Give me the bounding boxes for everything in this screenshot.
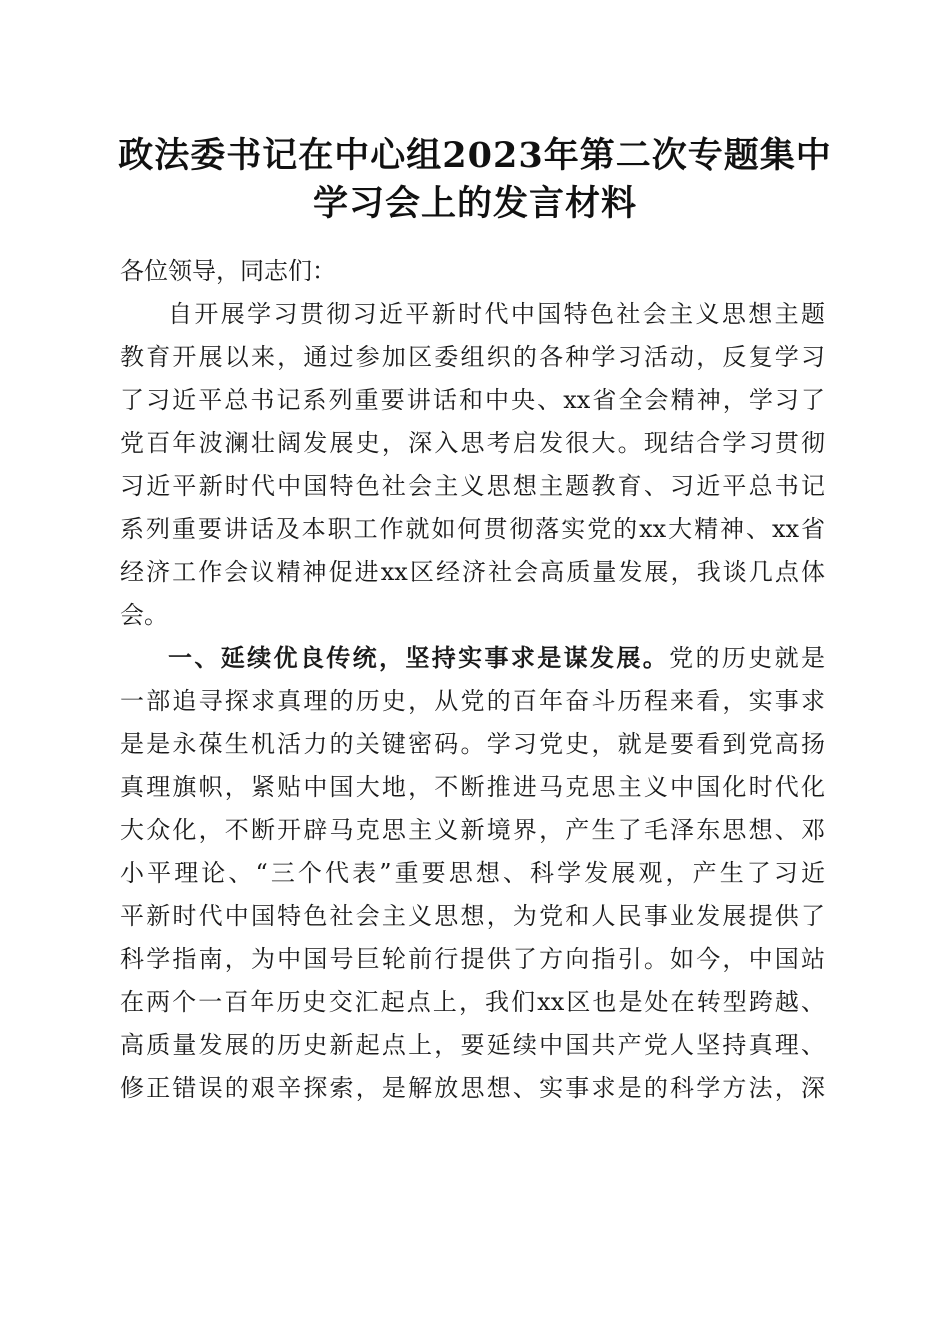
section-1-first-tail: 党的历史就是 <box>669 644 825 672</box>
section-1-heading: 一、延续优良传统，坚持实事求是谋发展。 <box>168 644 670 672</box>
paragraph-line: 党百年波澜壮阔发展史，深入思考启发很大。现结合学习贯彻 <box>120 429 825 457</box>
paragraph-line <box>120 637 825 680</box>
paragraph-line: 系列重要讲话及本职工作就如何贯彻落实党的xx大精神、xx省 <box>120 515 825 543</box>
paragraph-line: 自开展学习贯彻习近平新时代中国特色社会主义思想主题 <box>168 300 825 328</box>
paragraph-line: 小平理论、“三个代表”重要思想、科学发展观，产生了习近 <box>120 859 825 887</box>
paragraph-line: 真理旗帜，紧贴中国大地，不断推进马克思主义中国化时代化 <box>120 773 825 801</box>
paragraph-line: 一部追寻探求真理的历史，从党的百年奋斗历程来看，实事求 <box>120 687 825 715</box>
paragraph-line: 大众化，不断开辟马克思主义新境界，产生了毛泽东思想、邓 <box>120 816 825 844</box>
paragraph-line: 会。 <box>120 601 168 629</box>
paragraph-line: 在两个一百年历史交汇起点上，我们xx区也是处在转型跨越、 <box>120 988 825 1016</box>
paragraph-line: 教育开展以来，通过参加区委组织的各种学习活动，反复学习 <box>120 343 825 371</box>
paragraph-line: 习近平新时代中国特色社会主义思想主题教育、习近平总书记 <box>120 472 825 500</box>
paragraph-line: 修正错误的艰辛探索，是解放思想、实事求是的科学方法，深 <box>120 1074 825 1102</box>
paragraph-line: 高质量发展的历史新起点上，要延续中国共产党人坚持真理、 <box>120 1031 825 1059</box>
document-title <box>110 132 840 228</box>
title-line: 政法委书记在中心组2023年第二次专题集中 <box>118 135 832 176</box>
intro-paragraph <box>120 293 825 637</box>
salutation: 各位领导，同志们： <box>120 257 336 285</box>
paragraph-line: 经济工作会议精神促进xx区经济社会高质量发展，我谈几点体 <box>120 558 825 586</box>
document-body <box>120 250 825 1110</box>
paragraph-line: 是是永葆生机活力的关键密码。学习党史，就是要看到党高扬 <box>120 730 825 758</box>
paragraph-line: 平新时代中国特色社会主义思想，为党和人民事业发展提供了 <box>120 902 825 930</box>
paragraph-line: 科学指南，为中国号巨轮前行提供了方向指引。如今，中国站 <box>120 945 825 973</box>
section-1-paragraph <box>120 637 825 1110</box>
paragraph-line: 了习近平总书记系列重要讲话和中央、xx省全会精神，学习了 <box>120 386 825 414</box>
title-line: 学习会上的发言材料 <box>312 183 637 224</box>
